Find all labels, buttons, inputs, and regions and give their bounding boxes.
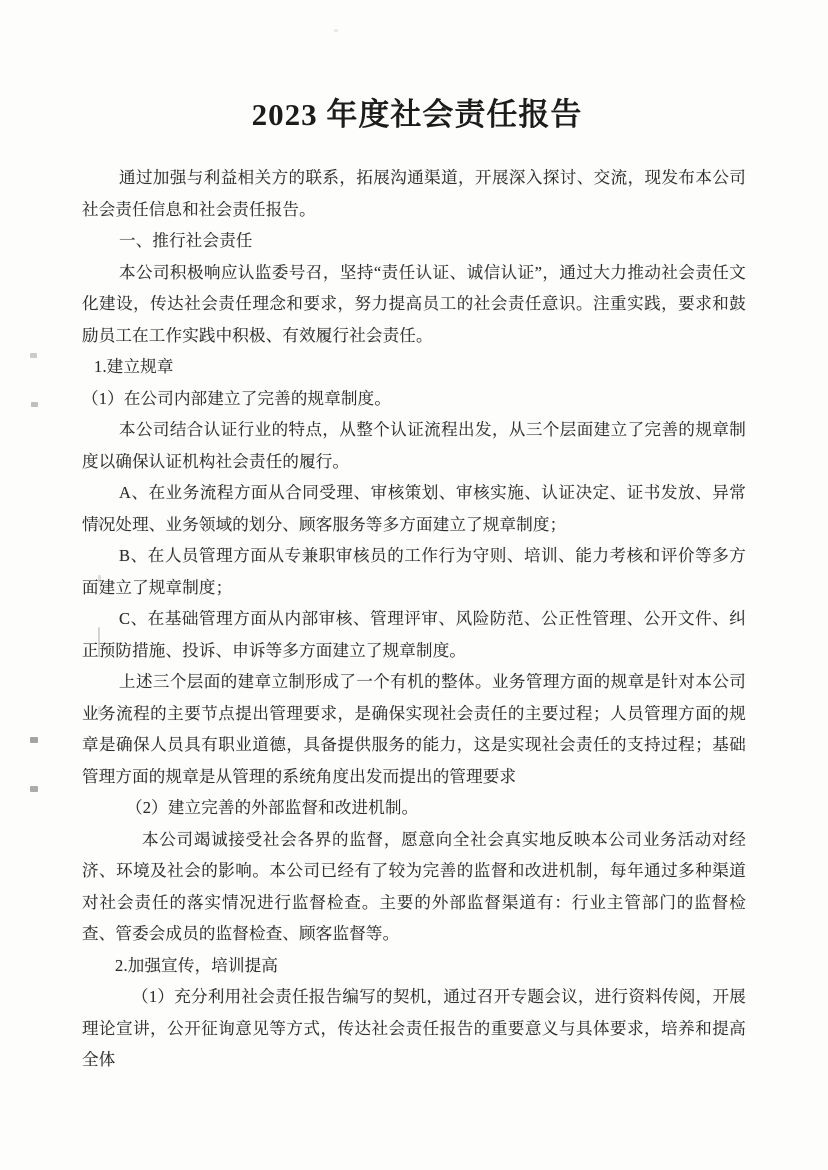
supervision-paragraph: 本公司竭诚接受社会各界的监督，愿意向全社会真实地反映本公司业务活动对经济、环境及社会的影响。本公司已经有了较为完善的监督和改进机制，每年通过多种渠道对社会责任的落实情况进行监督检查。主要的外部监督渠道有：行业主管部门的监督检查、管委会成员的监督检查、顾客监督等。	[82, 829, 746, 943]
report-body	[82, 162, 746, 1076]
section-1-heading: 一、推行社会责任	[119, 231, 253, 250]
scan-speck	[334, 29, 338, 32]
document-content	[82, 92, 746, 1076]
scan-speck	[30, 786, 38, 792]
item-2-1-paragraph: （1）充分利用社会责任报告编写的契机，通过召开专题会议，进行资料传阅，开展理论宣讲，公开征询意见等方式，传达社会责任报告的重要意义与具体要求，培养和提高全体	[82, 987, 746, 1069]
report-title: 2023 年度社会责任报告	[251, 97, 583, 132]
item-1-1-heading: （1）在公司内部建立了完善的规章制度。	[82, 388, 392, 408]
list-item-a: A、在业务流程方面从合同受理、审核策划、审核实施、认证决定、证书发放、异常情况处理、业务领域的划分、顾客服务等多方面建立了规章制度；	[82, 483, 746, 534]
item-1-heading: 1.建立规章	[94, 357, 174, 376]
scan-speck	[30, 353, 37, 358]
rules-summary-paragraph: 上述三个层面的建章立制形成了一个有机的整体。业务管理方面的规章是针对本公司业务流程的主要节点提出管理要求，是确保实现社会责任的主要过程；人员管理方面的规章是确保人员具有职业道德，具备提供服务的能力，这是实现社会责任的支持过程；基础管理方面的规章是从管理的系统角度出发而提出的管理要求	[82, 672, 746, 786]
scan-speck	[31, 402, 38, 407]
item-2-heading: 2.加强宣传，培训提高	[115, 955, 279, 975]
item-1-2-heading: （2）建立完善的外部监督和改进机制。	[126, 798, 419, 817]
rules-overview-paragraph: 本公司结合认证行业的特点，从整个认证流程出发，从三个层面建立了完善的规章制度以确保认证机构社会责任的履行。	[82, 420, 746, 471]
list-item-b: B、在人员管理方面从专兼职审核员的工作行为守则、培训、能力考核和评价等多方面建立了规章制度；	[82, 546, 746, 597]
intro-paragraph: 通过加强与利益相关方的联系，拓展沟通渠道，开展深入探讨、交流，现发布本公司社会责任信息和社会责任报告。	[82, 168, 746, 219]
list-item-c: C、在基础管理方面从内部审核、管理评审、风险防范、公正性管理、公开文件、纠正预防措施、投诉、申诉等多方面建立了规章制度。	[82, 609, 746, 660]
scan-speck	[30, 737, 38, 743]
section-1-paragraph: 本公司积极响应认监委号召，坚持“责任认证、诚信认证”，通过大力推动社会责任文化建设，传达社会责任理念和要求，努力提高员工的社会责任意识。注重实践，要求和鼓励员工在工作实践中积极、有效履行社会责任。	[82, 262, 746, 345]
